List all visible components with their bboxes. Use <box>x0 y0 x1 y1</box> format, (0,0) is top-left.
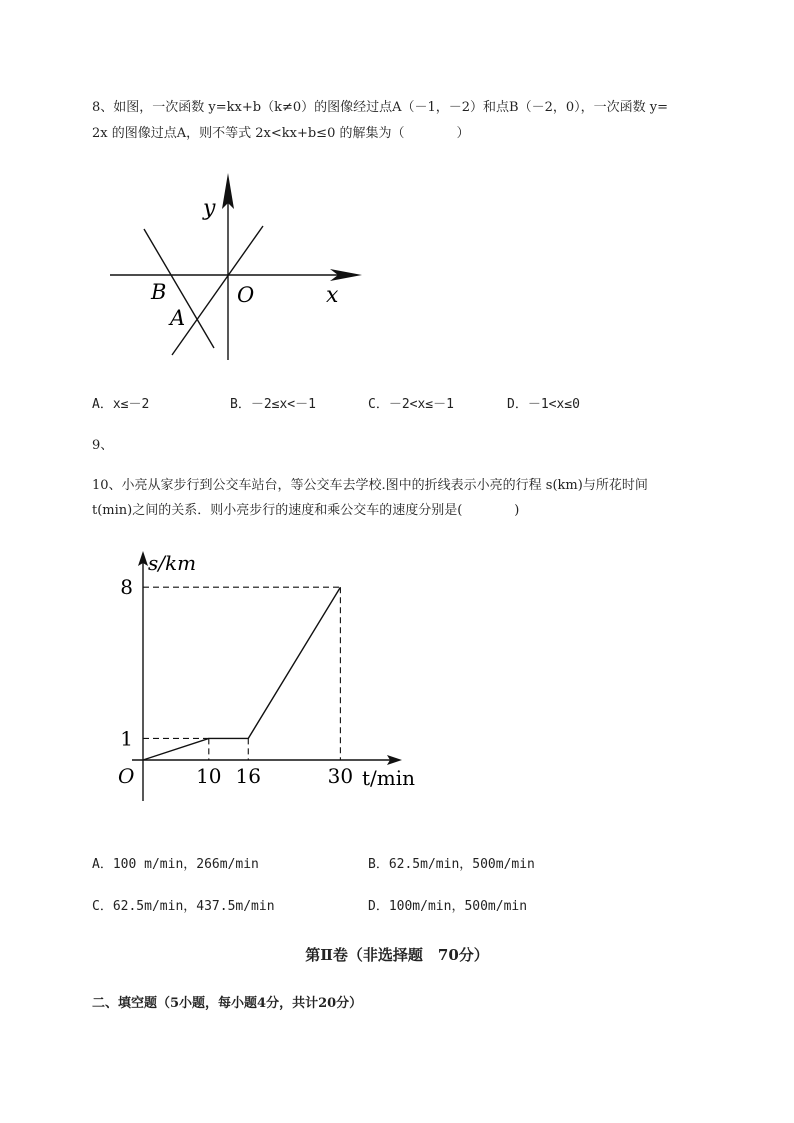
chart-x-tick-label: 30 <box>327 764 354 788</box>
q8-option-a[interactable]: A．x≤－2 <box>92 397 150 412</box>
q8-point-a-label: A <box>170 306 186 330</box>
q10-option-d[interactable]: D．100m/min，500m/min <box>368 899 528 914</box>
chart-origin-label: O <box>118 764 135 788</box>
q10-option-b[interactable]: B．62.5m/min，500m/min <box>368 857 535 872</box>
chart-x-tick-label: 16 <box>235 764 262 788</box>
q8-option-d[interactable]: D．－1<x≤0 <box>507 397 580 412</box>
chart-series-line <box>143 587 340 760</box>
q9-label: 9、 <box>92 438 114 453</box>
q8-y-label: y <box>203 196 216 221</box>
q8-option-b[interactable]: B．－2≤x<－1 <box>230 397 316 412</box>
q8-x-label: x <box>326 283 339 308</box>
q8-text-line2: 2x 的图像过点A，则不等式 2x<kx+b≤0 的解集为（ ） <box>92 126 470 141</box>
part2-heading: 第Ⅱ卷（非选择题 70分） <box>305 946 489 964</box>
q10-text-line2: t(min)之间的关系．则小亮步行的速度和乘公交车的速度分别是( ) <box>92 503 520 518</box>
q10-option-a[interactable]: A．100 m/min，266m/min <box>92 857 259 872</box>
q8-option-c[interactable]: C．－2<x≤－1 <box>368 397 454 412</box>
q10-option-c[interactable]: C．62.5m/min，437.5m/min <box>92 899 275 914</box>
chart-x-tick-label: 10 <box>196 764 222 788</box>
chart-y-tick-label: 8 <box>120 575 133 600</box>
chart-y-tick-label: 1 <box>120 726 133 751</box>
section2-heading: 二、填空题（5小题，每小题4分，共计20分） <box>92 996 363 1011</box>
chart-xlabel: t/min <box>362 766 416 790</box>
q10-text-line1: 10、小亮从家步行到公交车站台，等公交车去学校.图中的折线表示小亮的行程 s(km)与所花时间 <box>92 478 648 493</box>
q8-origin-label: O <box>237 283 255 307</box>
q8-point-b-label: B <box>151 280 167 304</box>
q10-distance-time-chart <box>110 545 420 805</box>
chart-ylabel: s/km <box>148 551 197 575</box>
q8-figure <box>100 165 380 370</box>
q8-text-line1: 8、如图，一次函数 y=kx+b（k≠0）的图像经过点A（－1，－2）和点B（－2，0），一次函数 y= <box>92 100 668 115</box>
